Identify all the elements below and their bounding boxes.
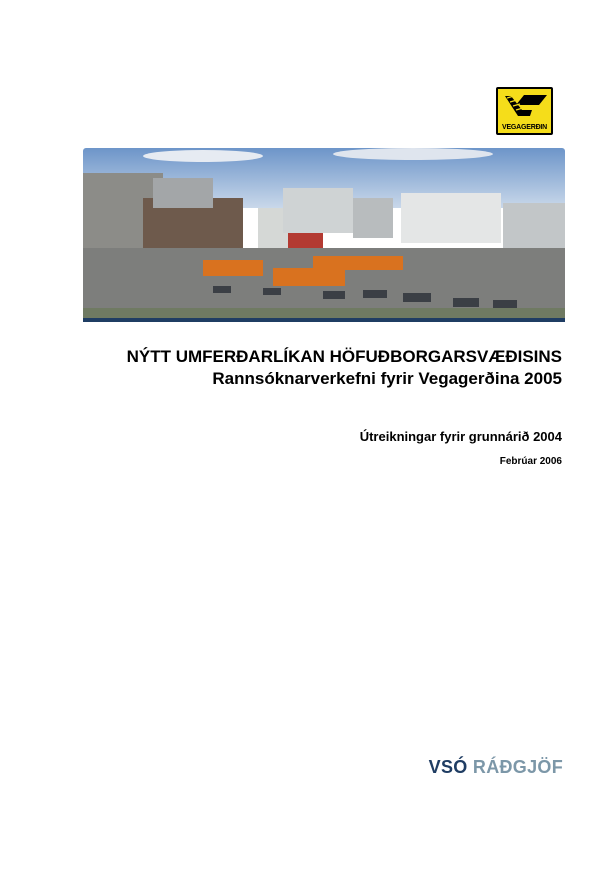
vso-logo-part1: VSÓ: [428, 757, 468, 777]
road-logo-icon: [502, 92, 549, 122]
logo-text: VEGAGERÐIN: [501, 124, 548, 131]
date: Febrúar 2006: [499, 456, 562, 467]
title-line-1: NÝTT UMFERÐARLÍKAN HÖFUÐBORGARSVÆÐISINS: [126, 347, 562, 366]
subtitle: Útreikningar fyrir grunnárið 2004: [359, 429, 562, 444]
vso-logo-part2: RÁÐGJÖF: [472, 757, 563, 777]
vegagerdin-logo: [496, 87, 553, 135]
vso-radgjof-logo: [429, 757, 563, 778]
cover-photo: [83, 148, 565, 322]
title-line-2: Rannsóknarverkefni fyrir Vegagerðina 2005: [212, 369, 562, 388]
